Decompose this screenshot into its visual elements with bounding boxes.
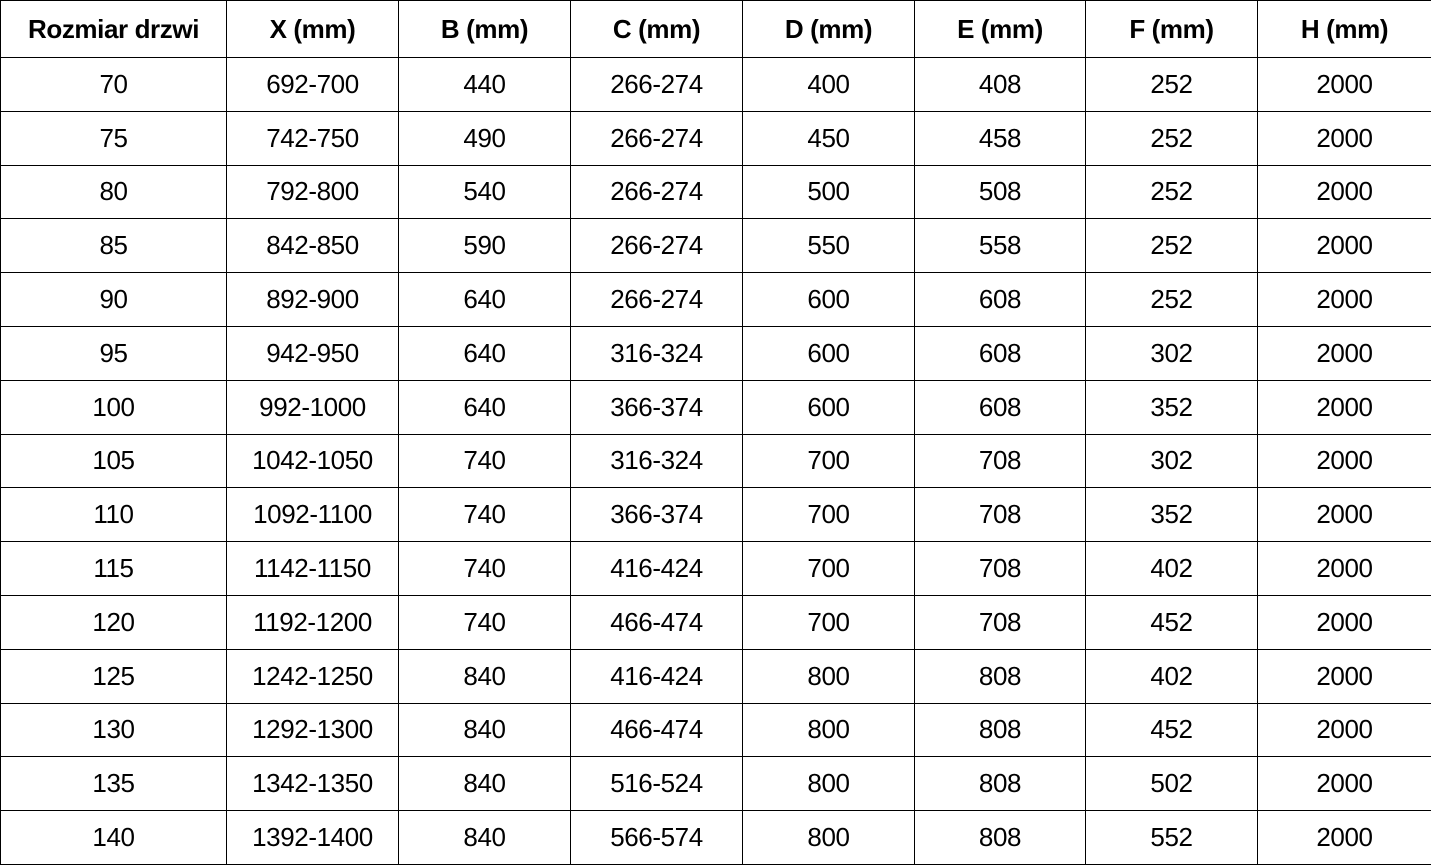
table-cell: 416-424 xyxy=(571,649,743,703)
table-cell: 708 xyxy=(915,595,1086,649)
table-row xyxy=(1,326,1431,380)
table-cell: 502 xyxy=(1086,757,1258,811)
table-cell: 740 xyxy=(399,595,571,649)
table-cell: 2000 xyxy=(1258,811,1431,865)
table-cell: 808 xyxy=(915,811,1086,865)
table-cell: 516-524 xyxy=(571,757,743,811)
table-cell: 590 xyxy=(399,219,571,273)
column-header-c: C (mm) xyxy=(571,1,743,58)
table-cell: 105 xyxy=(1,434,227,488)
column-header-e: E (mm) xyxy=(915,1,1086,58)
table-cell: 700 xyxy=(743,542,915,596)
table-cell: 130 xyxy=(1,703,227,757)
table-cell: 2000 xyxy=(1258,326,1431,380)
table-cell: 800 xyxy=(743,757,915,811)
table-row xyxy=(1,649,1431,703)
table-cell: 266-274 xyxy=(571,58,743,112)
table-cell: 450 xyxy=(743,111,915,165)
table-row xyxy=(1,111,1431,165)
table-cell: 466-474 xyxy=(571,703,743,757)
table-cell: 700 xyxy=(743,434,915,488)
table-cell: 708 xyxy=(915,542,1086,596)
table-cell: 120 xyxy=(1,595,227,649)
table-cell: 600 xyxy=(743,326,915,380)
table-row xyxy=(1,595,1431,649)
table-cell: 352 xyxy=(1086,380,1258,434)
table-cell: 2000 xyxy=(1258,380,1431,434)
table-cell: 2000 xyxy=(1258,757,1431,811)
table-cell: 452 xyxy=(1086,703,1258,757)
table-cell: 452 xyxy=(1086,595,1258,649)
table-cell: 840 xyxy=(399,649,571,703)
table-cell: 366-374 xyxy=(571,380,743,434)
table-cell: 266-274 xyxy=(571,165,743,219)
table-cell: 458 xyxy=(915,111,1086,165)
table-cell: 490 xyxy=(399,111,571,165)
table-cell: 552 xyxy=(1086,811,1258,865)
table-cell: 540 xyxy=(399,165,571,219)
table-cell: 740 xyxy=(399,488,571,542)
table-cell: 316-324 xyxy=(571,434,743,488)
table-cell: 75 xyxy=(1,111,227,165)
table-row xyxy=(1,703,1431,757)
table-cell: 1142-1150 xyxy=(227,542,399,596)
table-cell: 1042-1050 xyxy=(227,434,399,488)
table-cell: 700 xyxy=(743,595,915,649)
table-cell: 566-574 xyxy=(571,811,743,865)
table-cell: 2000 xyxy=(1258,111,1431,165)
table-cell: 608 xyxy=(915,326,1086,380)
table-cell: 700 xyxy=(743,488,915,542)
table-cell: 740 xyxy=(399,434,571,488)
table-cell: 708 xyxy=(915,434,1086,488)
table-row xyxy=(1,219,1431,273)
table-cell: 100 xyxy=(1,380,227,434)
table-cell: 440 xyxy=(399,58,571,112)
table-cell: 80 xyxy=(1,165,227,219)
table-cell: 2000 xyxy=(1258,649,1431,703)
table-cell: 608 xyxy=(915,273,1086,327)
table-cell: 402 xyxy=(1086,649,1258,703)
table-cell: 808 xyxy=(915,649,1086,703)
table-row xyxy=(1,488,1431,542)
table-cell: 808 xyxy=(915,703,1086,757)
table-cell: 692-700 xyxy=(227,58,399,112)
table-cell: 500 xyxy=(743,165,915,219)
table-cell: 252 xyxy=(1086,58,1258,112)
table-cell: 366-374 xyxy=(571,488,743,542)
table-cell: 840 xyxy=(399,757,571,811)
table-cell: 466-474 xyxy=(571,595,743,649)
table-cell: 252 xyxy=(1086,111,1258,165)
table-cell: 252 xyxy=(1086,273,1258,327)
table-cell: 2000 xyxy=(1258,165,1431,219)
table-cell: 115 xyxy=(1,542,227,596)
table-row xyxy=(1,380,1431,434)
table-cell: 2000 xyxy=(1258,58,1431,112)
table-cell: 2000 xyxy=(1258,219,1431,273)
table-cell: 800 xyxy=(743,811,915,865)
table-cell: 252 xyxy=(1086,219,1258,273)
table-cell: 508 xyxy=(915,165,1086,219)
table-cell: 800 xyxy=(743,649,915,703)
table-cell: 2000 xyxy=(1258,488,1431,542)
table-cell: 1192-1200 xyxy=(227,595,399,649)
table-cell: 2000 xyxy=(1258,703,1431,757)
table-cell: 740 xyxy=(399,542,571,596)
table-cell: 402 xyxy=(1086,542,1258,596)
table-cell: 742-750 xyxy=(227,111,399,165)
table-cell: 316-324 xyxy=(571,326,743,380)
table-cell: 1342-1350 xyxy=(227,757,399,811)
table-cell: 266-274 xyxy=(571,273,743,327)
table-cell: 640 xyxy=(399,326,571,380)
table-cell: 840 xyxy=(399,703,571,757)
table-cell: 2000 xyxy=(1258,434,1431,488)
table-cell: 70 xyxy=(1,58,227,112)
table-cell: 2000 xyxy=(1258,595,1431,649)
table-cell: 558 xyxy=(915,219,1086,273)
table-cell: 2000 xyxy=(1258,542,1431,596)
table-cell: 808 xyxy=(915,757,1086,811)
table-row xyxy=(1,811,1431,865)
table-cell: 400 xyxy=(743,58,915,112)
table-cell: 135 xyxy=(1,757,227,811)
table-cell: 842-850 xyxy=(227,219,399,273)
table-row xyxy=(1,542,1431,596)
table-cell: 600 xyxy=(743,380,915,434)
table-cell: 125 xyxy=(1,649,227,703)
table-cell: 1392-1400 xyxy=(227,811,399,865)
table-cell: 85 xyxy=(1,219,227,273)
column-header-f: F (mm) xyxy=(1086,1,1258,58)
table-row xyxy=(1,58,1431,112)
table-cell: 266-274 xyxy=(571,111,743,165)
table-cell: 1292-1300 xyxy=(227,703,399,757)
table-cell: 352 xyxy=(1086,488,1258,542)
table-cell: 416-424 xyxy=(571,542,743,596)
table-cell: 408 xyxy=(915,58,1086,112)
column-header-x: X (mm) xyxy=(227,1,399,58)
table-cell: 2000 xyxy=(1258,273,1431,327)
table-cell: 892-900 xyxy=(227,273,399,327)
table-cell: 90 xyxy=(1,273,227,327)
table-cell: 302 xyxy=(1086,326,1258,380)
table-cell: 792-800 xyxy=(227,165,399,219)
table-cell: 252 xyxy=(1086,165,1258,219)
column-header-h: H (mm) xyxy=(1258,1,1431,58)
table-cell: 600 xyxy=(743,273,915,327)
column-header-rozmiar-drzwi: Rozmiar drzwi xyxy=(1,1,227,58)
table-cell: 550 xyxy=(743,219,915,273)
table-cell: 608 xyxy=(915,380,1086,434)
table-cell: 1092-1100 xyxy=(227,488,399,542)
table-cell: 302 xyxy=(1086,434,1258,488)
table-cell: 95 xyxy=(1,326,227,380)
table-cell: 800 xyxy=(743,703,915,757)
table-row xyxy=(1,757,1431,811)
column-header-b: B (mm) xyxy=(399,1,571,58)
table-cell: 140 xyxy=(1,811,227,865)
table-row xyxy=(1,434,1431,488)
header-row xyxy=(1,1,1431,58)
table-cell: 1242-1250 xyxy=(227,649,399,703)
table-cell: 110 xyxy=(1,488,227,542)
table-cell: 266-274 xyxy=(571,219,743,273)
column-header-d: D (mm) xyxy=(743,1,915,58)
table-cell: 942-950 xyxy=(227,326,399,380)
table-cell: 640 xyxy=(399,273,571,327)
table-cell: 840 xyxy=(399,811,571,865)
table-row xyxy=(1,165,1431,219)
table-cell: 640 xyxy=(399,380,571,434)
table-cell: 708 xyxy=(915,488,1086,542)
table-row xyxy=(1,273,1431,327)
table-cell: 992-1000 xyxy=(227,380,399,434)
